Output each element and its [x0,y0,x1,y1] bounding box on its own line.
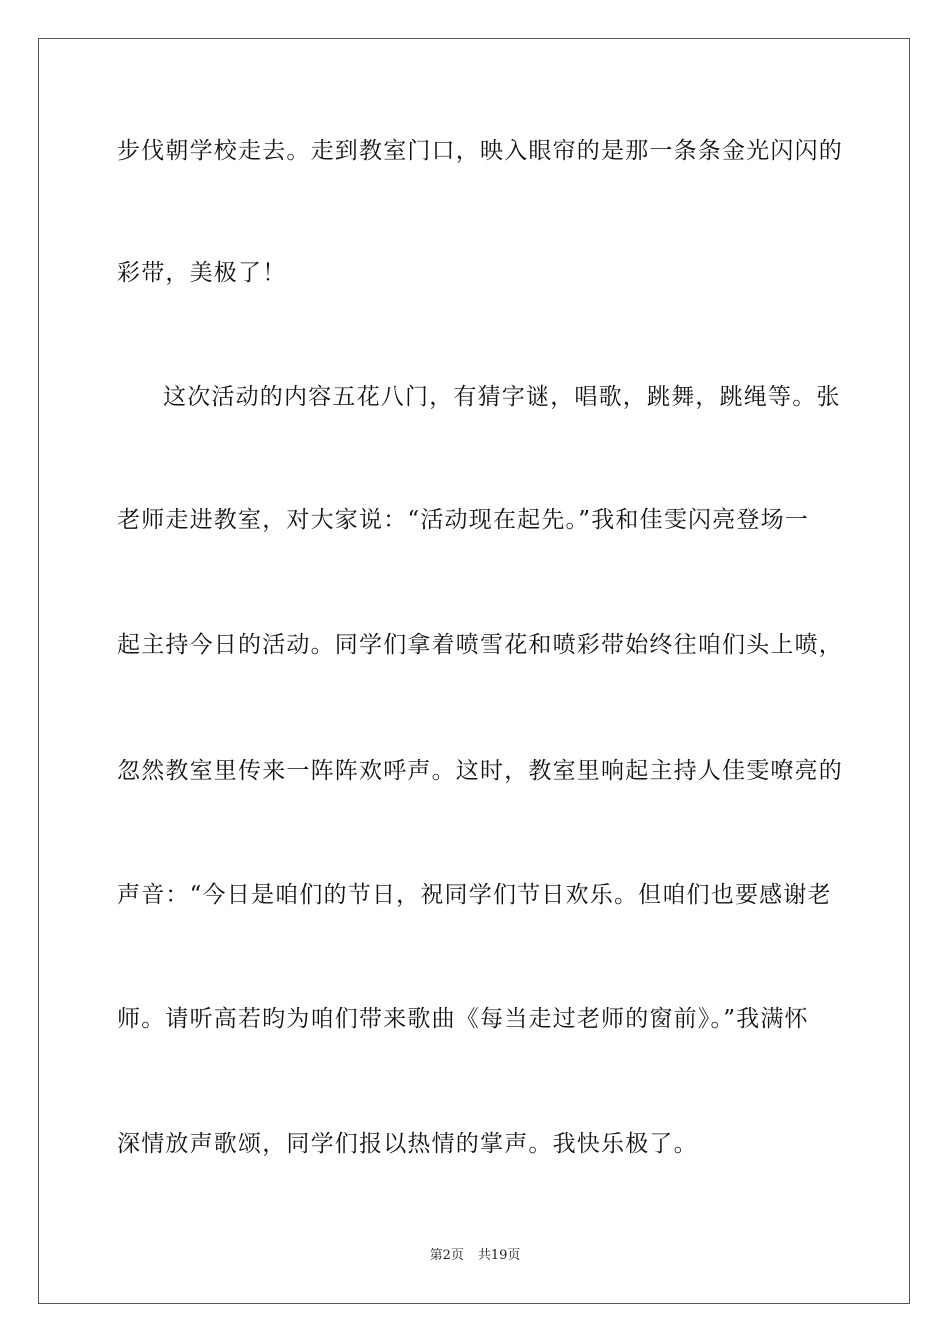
text-line: 彩带，美极了！ [117,260,287,286]
text-line: 师。请听高若昀为咱们带来歌曲《每当走过老师的窗前》。”我满怀 [117,1006,809,1032]
page-border [38,38,910,1304]
page-footer [0,1247,950,1265]
text-line: 忽然教室里传来一阵阵欢呼声。这时，教室里响起主持人佳雯嘹亮的 [117,758,843,784]
page-number-current: 第2页 [429,1248,464,1263]
text-line: 步伐朝学校走去。走到教室门口，映入眼帘的是那一条条金光闪闪的 [117,138,843,164]
paragraph-first-line: 这次活动的内容五花八门，有猜字谜，唱歌，跳舞，跳绳等。张 [163,384,841,410]
text-line: 声音：“今日是咱们的节日，祝同学们节日欢乐。但咱们也要感谢老 [117,882,832,908]
text-line: 老师走进教室，对大家说：“活动现在起先。”我和佳雯闪亮登场一 [117,507,810,533]
page-number-total: 共19页 [477,1248,521,1263]
text-line: 深情放声歌颂，同学们报以热情的掌声。我快乐极了。 [117,1131,698,1157]
text-line: 起主持今日的活动。同学们拿着喷雪花和喷彩带始终往咱们头上喷， [117,632,843,658]
